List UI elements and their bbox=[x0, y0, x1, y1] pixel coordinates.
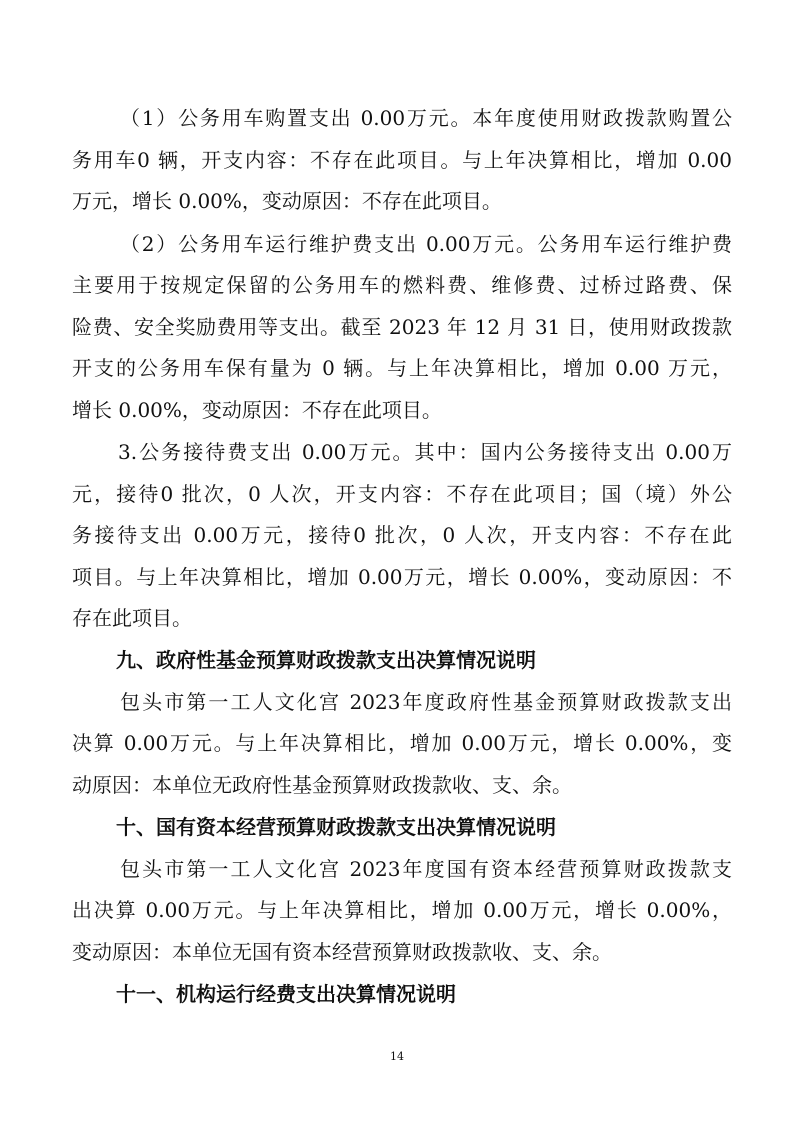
paragraph-vehicle-maintenance-line-3: 险费、安全奖励费用等支出。截至 2023 年 12 月 31 日，使用财政拨款 bbox=[72, 315, 732, 339]
paragraph-vehicle-maintenance-line-1: （2）公务用车运行维护费支出 0.00万元。公务用车运行维护费 bbox=[120, 232, 732, 256]
section-heading-11: 十一、机构运行经费支出决算情况说明 bbox=[116, 982, 456, 1006]
paragraph-vehicle-purchase-line-1: （1）公务用车购置支出 0.00万元。本年度使用财政拨款购置公 bbox=[120, 106, 732, 130]
paragraph-state-capital-line-2: 出决算 0.00万元。与上年决算相比，增加 0.00万元，增长 0.00%， bbox=[72, 898, 732, 922]
paragraph-fund-budget-line-3: 动原因：本单位无政府性基金预算财政拨款收、支、余。 bbox=[72, 773, 572, 797]
paragraph-state-capital-line-3: 变动原因：本单位无国有资本经营预算财政拨款收、支、余。 bbox=[72, 940, 612, 964]
paragraph-state-capital-line-1: 包头市第一工人文化宫 2023年度国有资本经营预算财政拨款支 bbox=[120, 857, 732, 881]
paragraph-fund-budget-line-1: 包头市第一工人文化宫 2023年度政府性基金预算财政拨款支出 bbox=[120, 690, 732, 714]
paragraph-vehicle-maintenance-line-4: 开支的公务用车保有量为 0 辆。与上年决算相比，增加 0.00 万元， bbox=[72, 356, 732, 380]
page-number: 14 bbox=[390, 1050, 404, 1063]
paragraph-fund-budget-line-2: 决算 0.00万元。与上年决算相比，增加 0.00万元，增长 0.00%，变 bbox=[72, 731, 732, 755]
paragraph-reception-line-5: 存在此项目。 bbox=[72, 606, 192, 630]
section-heading-9: 九、政府性基金预算财政拨款支出决算情况说明 bbox=[116, 648, 536, 672]
paragraph-reception-line-2: 元，接待0 批次，0 人次，开支内容：不存在此项目；国（境）外公 bbox=[72, 482, 732, 506]
section-heading-10: 十、国有资本经营预算财政拨款支出决算情况说明 bbox=[116, 815, 556, 839]
paragraph-reception-line-4: 项目。与上年决算相比，增加 0.00万元，增长 0.00%，变动原因：不 bbox=[72, 565, 732, 589]
paragraph-vehicle-purchase-line-3: 万元，增长 0.00%，变动原因：不存在此项目。 bbox=[72, 189, 502, 213]
paragraph-reception-line-1: 3.公务接待费支出 0.00万元。其中：国内公务接待支出 0.00万 bbox=[118, 440, 732, 464]
paragraph-vehicle-purchase-line-2: 务用车0 辆，开支内容：不存在此项目。与上年决算相比，增加 0.00 bbox=[72, 148, 732, 172]
paragraph-vehicle-maintenance-line-2: 主要用于按规定保留的公务用车的燃料费、维修费、过桥过路费、保 bbox=[72, 273, 732, 297]
paragraph-reception-line-3: 务接待支出 0.00万元，接待0 批次，0 人次，开支内容：不存在此 bbox=[72, 523, 732, 547]
paragraph-vehicle-maintenance-line-5: 增长 0.00%，变动原因：不存在此项目。 bbox=[72, 398, 442, 422]
